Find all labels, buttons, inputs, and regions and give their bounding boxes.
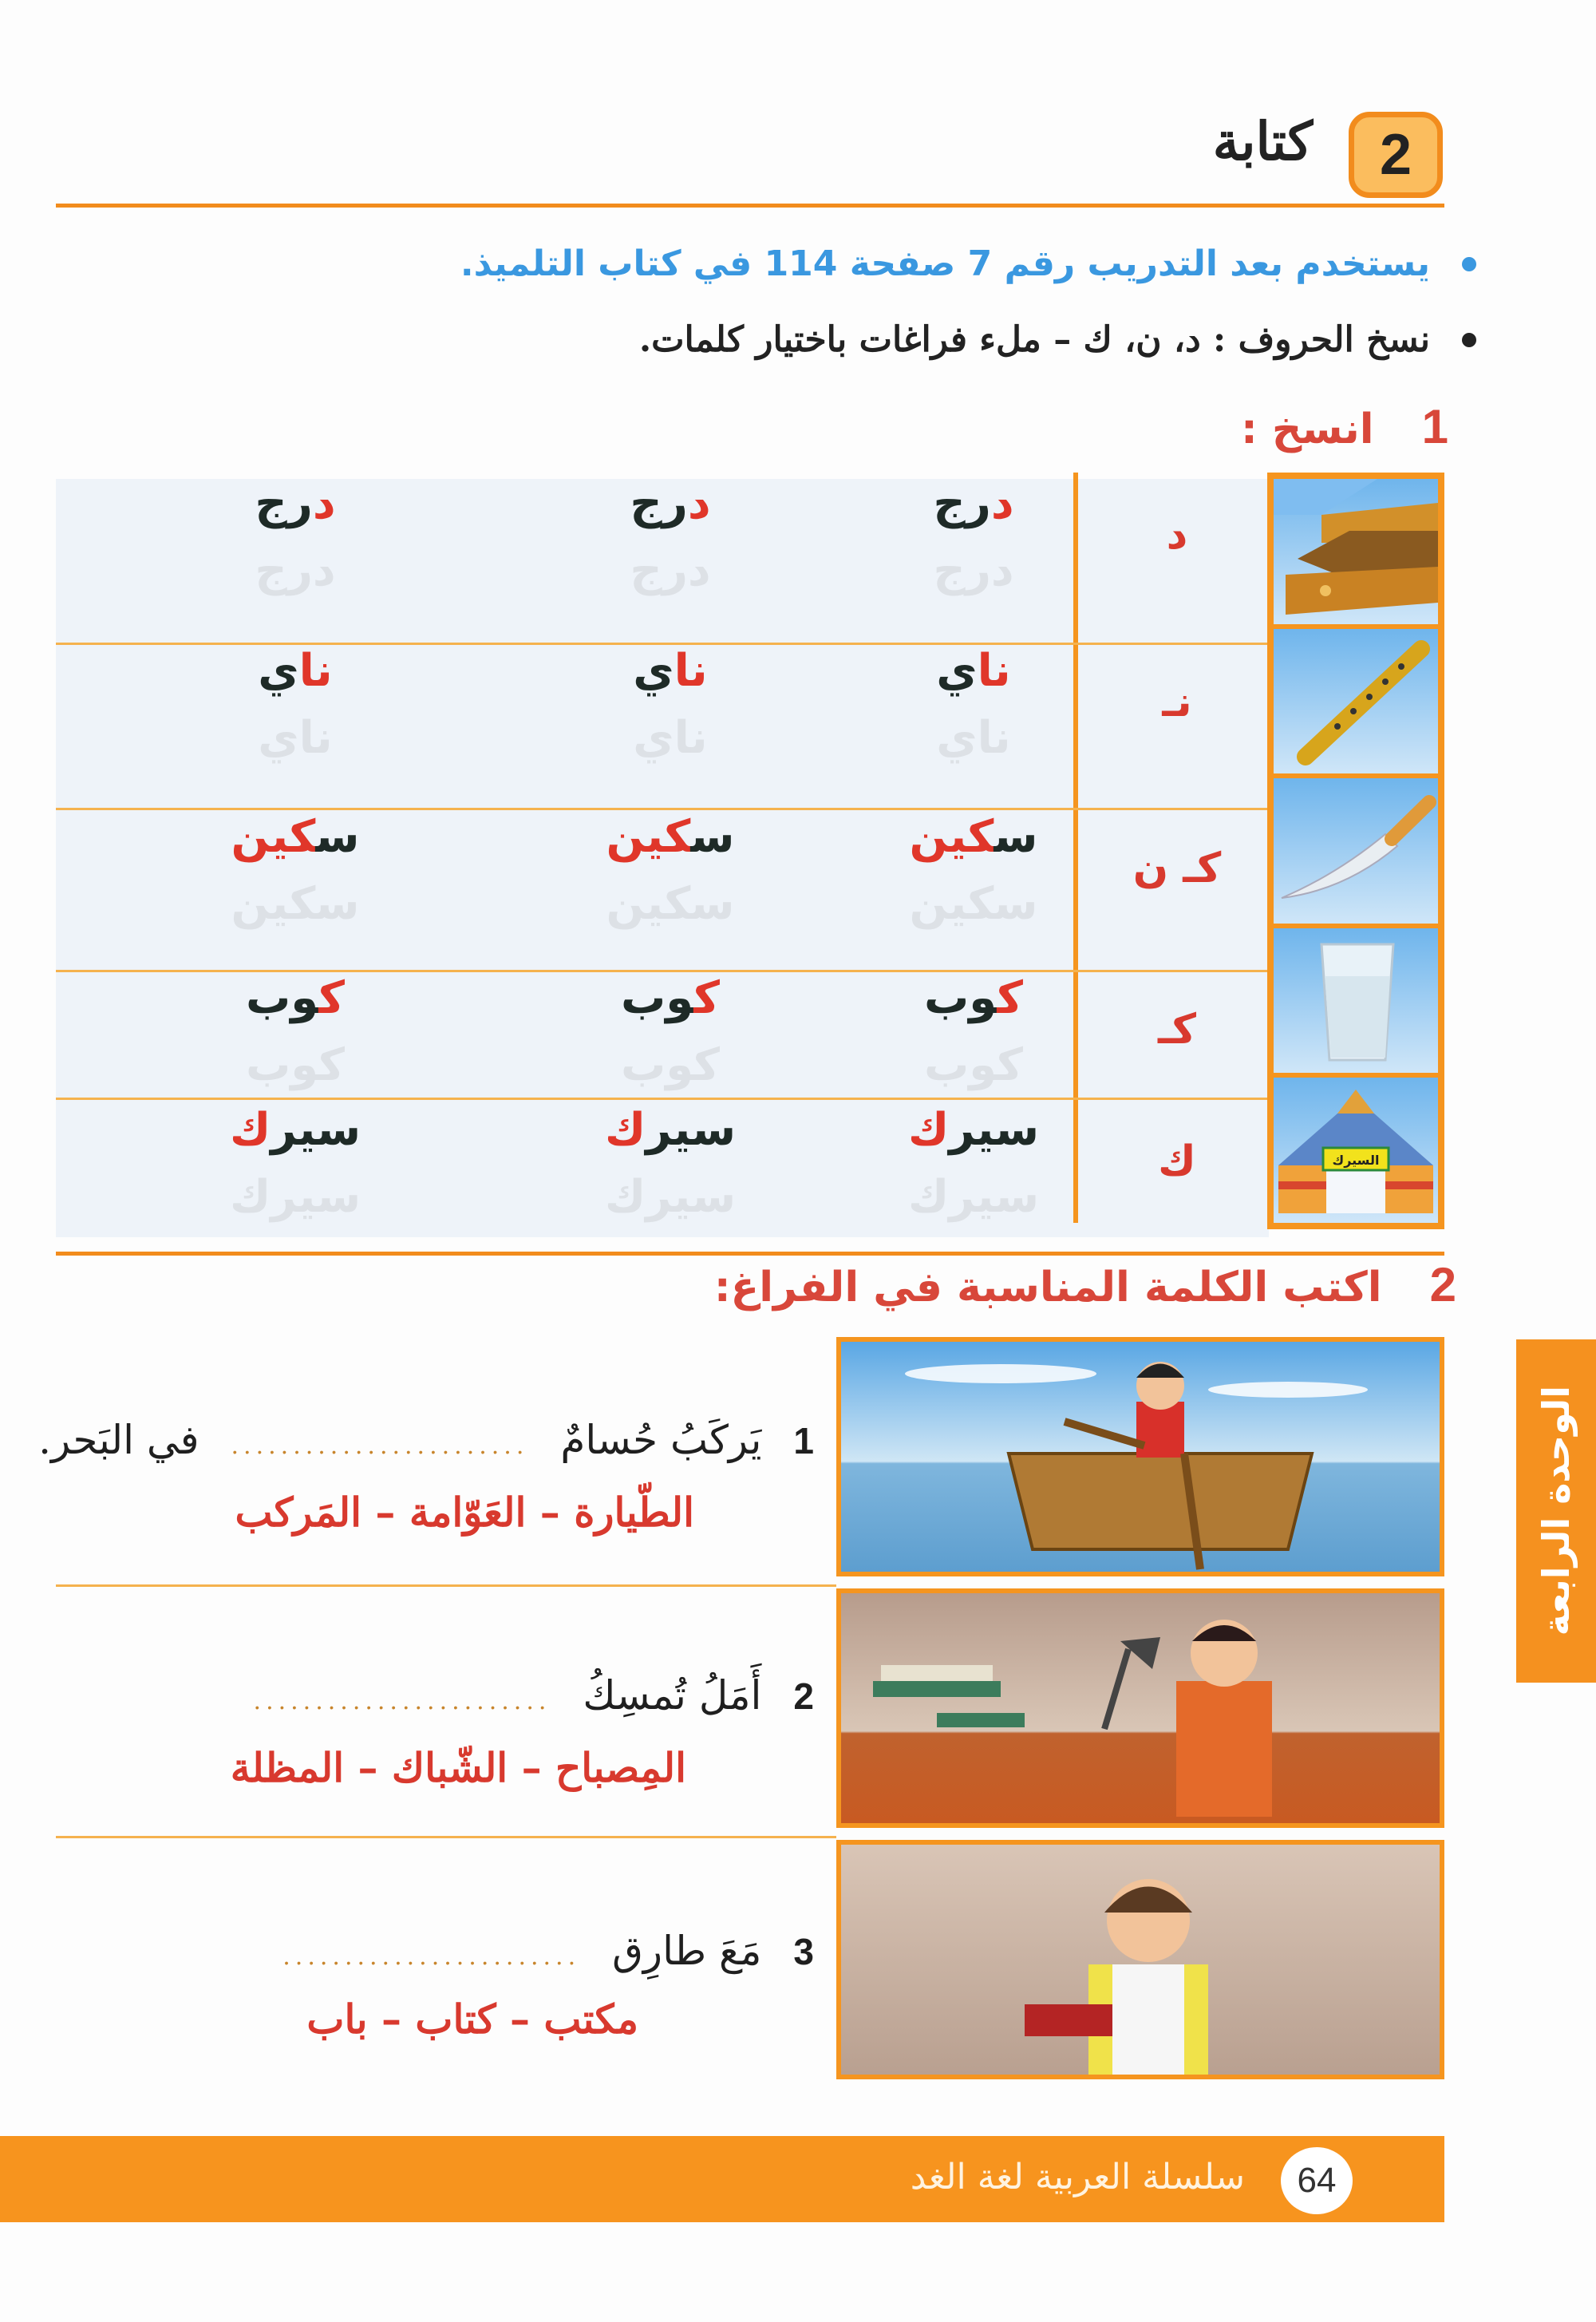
trace-word[interactable]: ناي [936, 711, 1011, 764]
target-letter: كـ ن [1132, 845, 1222, 892]
trace-word[interactable]: سيرك [604, 1170, 737, 1223]
section-title: كتابة [1212, 110, 1313, 172]
question-1: 1 يَركَبُ حُسامٌ ........................ في البَحر. [38, 1417, 814, 1463]
word-cell: كوب كوب [176, 974, 415, 1090]
flute-icon [1274, 629, 1438, 774]
word-cell: كوب كوب [551, 974, 790, 1090]
word-cell: سيرك سيرك [854, 1106, 1093, 1221]
exercise-instruction: اكتب الكلمة المناسبة في الفراغ: [713, 1264, 1382, 1311]
copy-row [56, 813, 1267, 972]
word-cell: درج درج [176, 479, 415, 595]
copy-row [56, 479, 1267, 639]
word-cell: سكين سكين [854, 813, 1093, 928]
target-letter: كـ [1157, 1006, 1196, 1054]
word-cell: كوب كوب [854, 974, 1093, 1090]
series-name: سلسلة العربية لغة الغد [910, 2157, 1245, 2197]
section-number-badge: 2 [1349, 112, 1443, 198]
copy-row [56, 1106, 1267, 1265]
word-cell: سكين سكين [176, 813, 415, 928]
trace-word[interactable]: كوب [621, 1038, 720, 1091]
row-divider [56, 808, 1267, 810]
word-cell: ناي ناي [176, 647, 415, 762]
trace-word[interactable]: سيرك [907, 1170, 1040, 1223]
exercise-2-title [714, 1257, 1456, 1312]
target-letter: ك [1158, 1137, 1196, 1185]
exercise-number: 1 [1421, 400, 1448, 453]
trace-word[interactable]: درج [630, 544, 711, 596]
header-divider [56, 204, 1444, 208]
word-cell: سيرك سيرك [551, 1106, 790, 1221]
bullet-icon [1462, 333, 1476, 347]
trace-word[interactable]: درج [933, 544, 1014, 596]
question-3: 3 مَعَ طارِق ........................ [282, 1928, 814, 1974]
word-cell: سكين سكين [551, 813, 790, 928]
note-objectives [639, 319, 1476, 360]
circus-tent-icon [1274, 1078, 1438, 1223]
note-text: يستخدم بعد التدريب رقم 7 صفحة 114 في كتاب التلميذ. [460, 243, 1430, 284]
word-cell: ناي ناي [854, 647, 1093, 762]
section-divider [56, 1252, 1444, 1256]
girl-with-lamp-image [836, 1588, 1444, 1828]
trace-word[interactable]: سكين [606, 877, 735, 930]
circus-sign: السيرك [1332, 1153, 1380, 1169]
note-text: نسخ الحروف : د، ن، ك – ملء فراغات باختيار كلمات. [638, 319, 1430, 360]
boy-holding-book-image [836, 1840, 1444, 2079]
trace-word[interactable]: كوب [246, 1038, 345, 1091]
boy-rowing-boat-image [836, 1337, 1444, 1576]
copy-row [56, 647, 1267, 806]
row-divider [56, 1098, 1267, 1100]
question-divider [56, 1584, 836, 1587]
question-2: 2 أَمَلُ تُمسِكُ ........................ [253, 1672, 814, 1719]
exercise-1-title [1241, 399, 1448, 454]
note-usage [460, 243, 1476, 284]
trace-word[interactable]: درج [255, 544, 336, 596]
trace-word[interactable]: كوب [924, 1038, 1023, 1091]
word-cell: سيرك سيرك [176, 1106, 415, 1221]
bullet-icon [1462, 257, 1476, 271]
trace-word[interactable]: سكين [231, 877, 360, 930]
answer-blank[interactable]: ........................ [231, 1432, 529, 1460]
target-letter: نـ [1162, 678, 1192, 726]
page-number: 64 [1281, 2147, 1353, 2214]
word-choices: المِصباح – الشّباك – المظلة [230, 1744, 686, 1791]
word-cell: درج درج [854, 479, 1093, 595]
unit-side-tab: الوحدة الرابعة [1516, 1339, 1596, 1683]
word-cell: ناي ناي [551, 647, 790, 762]
trace-word[interactable]: ناي [258, 711, 333, 764]
trace-word[interactable]: سيرك [229, 1170, 361, 1223]
glass-icon [1274, 928, 1438, 1074]
trace-word[interactable]: سكين [909, 877, 1038, 930]
question-divider [56, 1836, 836, 1838]
picture-column [1267, 473, 1444, 1229]
knife-icon [1274, 778, 1438, 924]
drawer-icon [1274, 479, 1438, 624]
answer-blank[interactable]: ........................ [282, 1943, 581, 1971]
word-choices: مكتب – كتاب – باب [306, 1996, 638, 2043]
exercise-instruction: انسخ : [1240, 405, 1374, 453]
trace-word[interactable]: ناي [633, 711, 708, 764]
target-letter: د [1166, 511, 1188, 559]
answer-blank[interactable]: ........................ [253, 1687, 551, 1715]
exercise-number: 2 [1429, 1258, 1456, 1311]
word-cell: درج درج [551, 479, 790, 595]
word-choices: الطّيارة – العَوّامة – المَركب [235, 1489, 694, 1536]
